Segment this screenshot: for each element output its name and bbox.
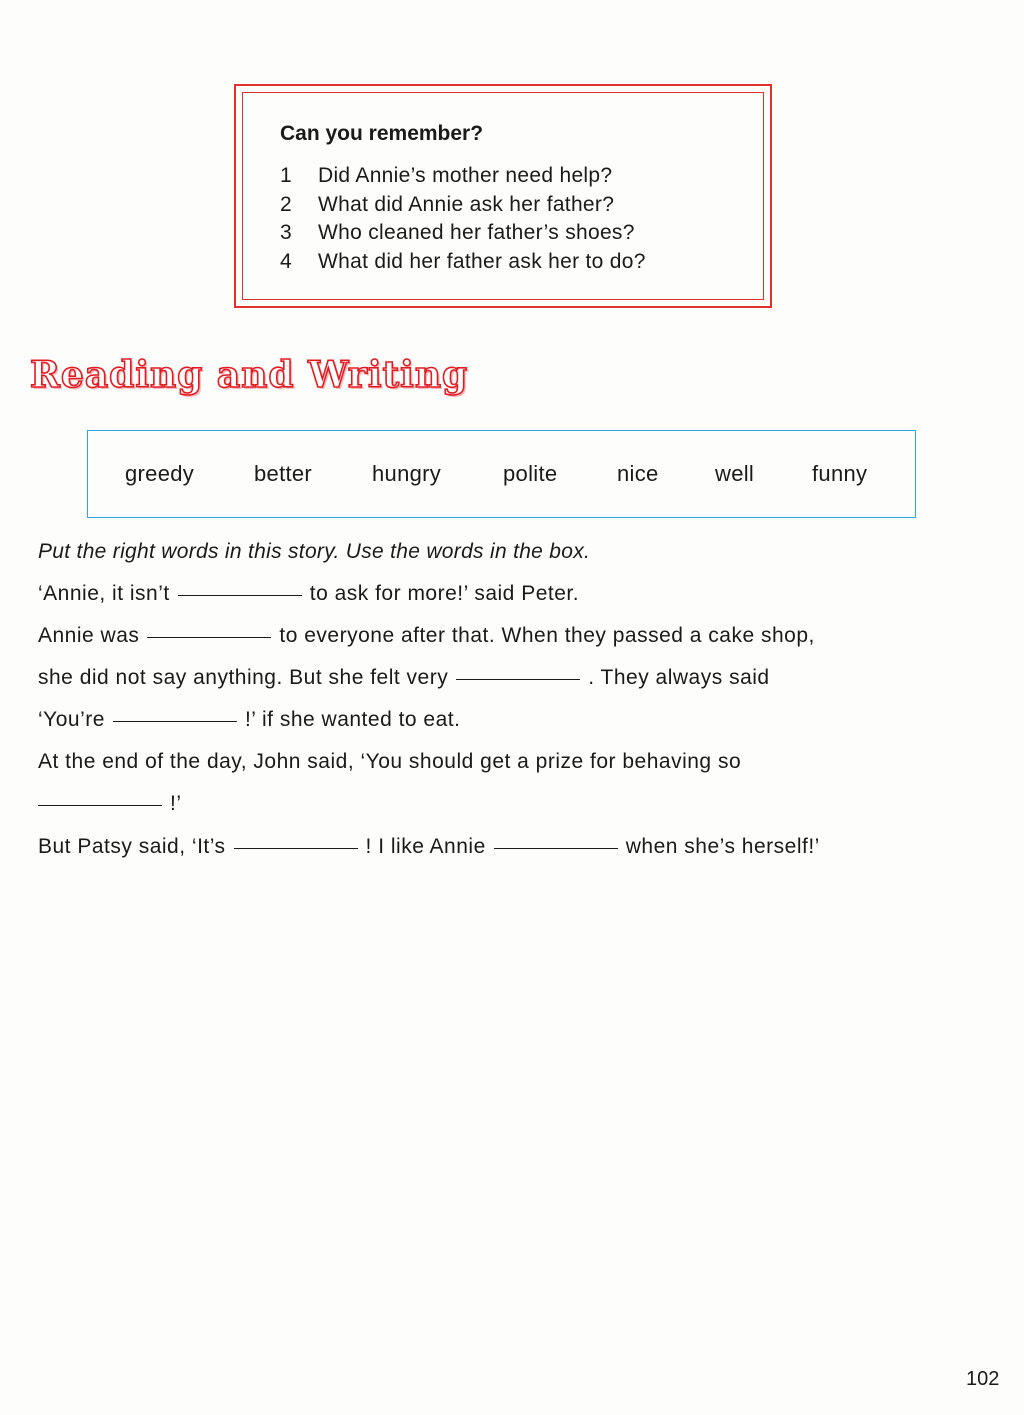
story-text: !’ if she wanted to eat. xyxy=(244,708,461,731)
page-number: 102 xyxy=(966,1368,1000,1390)
word-option: well xyxy=(715,461,755,486)
story-line xyxy=(38,750,741,774)
story-text: But Patsy said, ‘It’s xyxy=(38,835,226,858)
story-text: when she’s herself!’ xyxy=(625,835,820,858)
question-text: What did her father ask her to do? xyxy=(318,249,646,273)
story-text: to ask for more!’ said Peter. xyxy=(309,582,580,605)
fill-in-blank[interactable] xyxy=(147,636,271,638)
question-text: Did Annie’s mother need help? xyxy=(318,164,613,187)
word-option: better xyxy=(254,461,313,486)
story-line xyxy=(38,624,815,648)
word-option: nice xyxy=(617,461,659,486)
story-text: . They always said xyxy=(588,666,770,689)
fill-in-blank[interactable] xyxy=(494,847,618,849)
story-text: she did not say anything. But she felt very xyxy=(38,666,449,689)
section-heading: Reading and Writing xyxy=(30,354,469,396)
fill-in-blank[interactable] xyxy=(38,804,162,806)
story-line xyxy=(38,835,820,859)
word-box xyxy=(87,430,916,518)
story-line xyxy=(38,792,182,816)
question-text: What did Annie ask her father? xyxy=(318,192,615,216)
can-you-remember-box xyxy=(234,84,772,308)
story-text: to everyone after that. When they passed a cake shop, xyxy=(279,624,815,647)
fill-in-blank[interactable] xyxy=(456,678,580,680)
instructions: Put the right words in this story. Use the words in the box. xyxy=(38,540,591,563)
question-number: 3 xyxy=(280,221,292,244)
question-item xyxy=(280,219,646,248)
story-line xyxy=(38,708,460,732)
question-number: 4 xyxy=(280,249,292,273)
remember-title: Can you remember? xyxy=(280,122,484,145)
story-text: !’ xyxy=(170,792,182,815)
question-item xyxy=(280,162,646,191)
story-line xyxy=(38,582,579,606)
story-text: ! I like Annie xyxy=(365,835,486,858)
question-item xyxy=(280,248,646,277)
question-number: 2 xyxy=(280,192,292,216)
word-option: greedy xyxy=(125,461,195,486)
story-text: At the end of the day, John said, ‘You should get a prize for behaving so xyxy=(38,750,742,773)
question-text: Who cleaned her father’s shoes? xyxy=(318,221,635,244)
fill-in-blank[interactable] xyxy=(113,720,237,722)
fill-in-blank[interactable] xyxy=(178,594,302,596)
story-text: ‘You’re xyxy=(38,708,105,731)
fill-in-blank[interactable] xyxy=(234,847,358,849)
word-option: polite xyxy=(503,461,558,486)
word-option: hungry xyxy=(372,461,442,486)
remember-question-list xyxy=(280,162,646,276)
story-text: Annie was xyxy=(38,624,140,647)
story-line xyxy=(38,666,770,690)
word-option: funny xyxy=(812,461,868,486)
question-item xyxy=(280,191,646,220)
question-number: 1 xyxy=(280,164,292,187)
story-text: ‘Annie, it isn’t xyxy=(38,582,170,605)
